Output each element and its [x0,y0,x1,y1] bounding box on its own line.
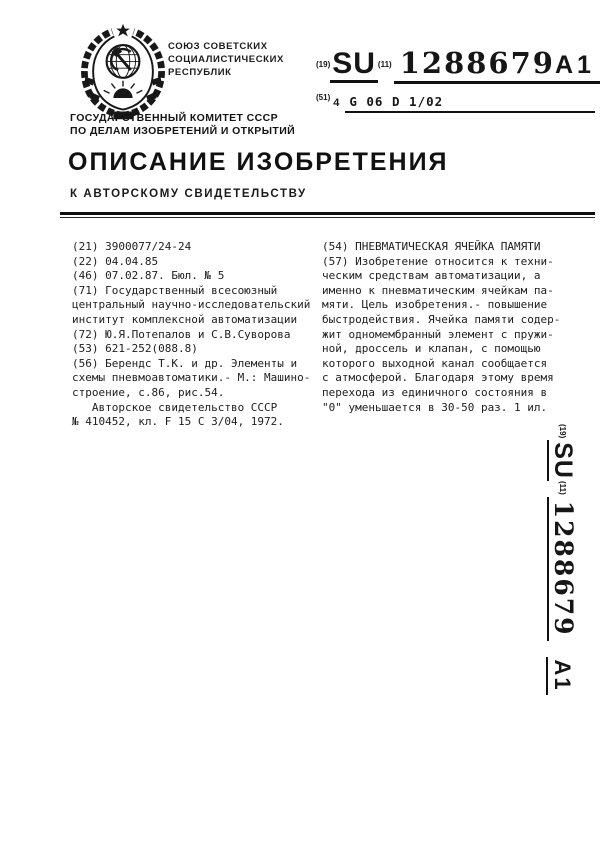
publication-number: 1288679 [547,497,576,641]
biblio-line: (71) Государственный всесоюзный [72,283,278,297]
divider-thin-line [60,217,595,218]
biblio-line: (21) 3900077/24-24 [72,240,192,253]
publication-number-line [394,48,600,84]
ipc-code-label: (51) [316,93,331,102]
vertical-publication-number [540,424,578,692]
biblio-line: центральный научно-исследовательский [72,298,311,312]
biblio-line: № 410452, кл. F 15 C 3/04, 1972. [72,415,284,429]
abstract-line: жит одномембранный элемент с пружи- [322,327,554,341]
abstract-line: именно к пневматическим ячейкам па- [322,283,554,297]
state-committee [70,112,295,138]
document-subtitle: К АВТОРСКОМУ СВИДЕТЕЛЬСТВУ [70,188,307,200]
abstract-line: перехода из единичного состояния в [322,385,548,399]
abstract-line: ной, дроссель и клапан, с помощью [322,342,541,356]
biblio-line: Авторское свидетельство СССР [72,400,278,414]
kind-code: A1 [554,51,595,79]
abstract-line: с атмосферой. Благодаря этому время [322,371,554,385]
biblio-line: (72) Ю.Я.Потепалов и С.В.Суворова [72,327,291,341]
abstract-line: быстродействия. Ячейка памяти содер- [322,312,561,326]
abstract-right-column [322,240,570,415]
biblio-line: институт комплексной автоматизации [72,312,298,326]
abstract-line: (54) ПНЕВМАТИЧЕСКАЯ ЯЧЕЙКА ПАМЯТИ [322,240,541,253]
number-code-label: (11) [558,480,567,495]
header-divider [60,212,595,219]
biblio-line: (22) 04.04.85 [72,254,159,268]
ussr-coat-of-arms-icon [70,22,176,124]
country-code-label: (19) [558,424,567,439]
publication-number-row [316,48,595,84]
biblio-line: (56) Берендс Т.К. и др. Элементы и [72,356,298,370]
committee-line: ГОСУДАРСТВЕННЫЙ КОМИТЕТ СССР [70,112,279,124]
abstract-line: (57) Изобретение относится к техни- [322,254,554,268]
country-code: SU [330,49,378,83]
publication-number: 1288679 [399,46,555,80]
biblio-left-column [72,240,320,430]
union-line: СОЮЗ СОВЕТСКИХ [168,41,268,52]
country-code: SU [549,442,577,479]
committee-line: ПО ДЕЛАМ ИЗОБРЕТЕНИЙ И ОТКРЫТИЙ [70,125,296,137]
country-code-label: (19) [316,60,331,69]
biblio-line: (46) 07.02.87. Бюл. № 5 [72,269,225,283]
kind-code: A1 [546,657,575,695]
ipc-row [316,94,595,113]
biblio-line: (53) 621-252(088.8) [72,342,198,356]
ipc-class: G 06 D 1/02 [345,94,595,113]
union-name [168,40,284,79]
document-title: ОПИСАНИЕ ИЗОБРЕТЕНИЯ [68,148,449,176]
abstract-line: мяти. Цель изобретения.- повышение [322,298,548,312]
abstract-line: "0" уменьшается в 30-50 раз. 1 ил. [322,400,548,414]
number-code-label: (11) [377,60,392,69]
union-line: СОЦИАЛИСТИЧЕСКИХ [168,54,284,65]
abstract-line: ческим средствам автоматизации, а [322,269,541,283]
biblio-line: схемы пневмоавтоматики.- М.: Машино- [72,371,311,385]
divider-thick-line [60,212,595,215]
biblio-line: строение, с.86, рис.54. [72,385,225,399]
abstract-line: которого выходной канал сообщается [322,356,548,370]
union-line: РЕСПУБЛИК [168,67,232,78]
star-icon [116,24,129,37]
ipc-edition: 4 [333,97,340,109]
